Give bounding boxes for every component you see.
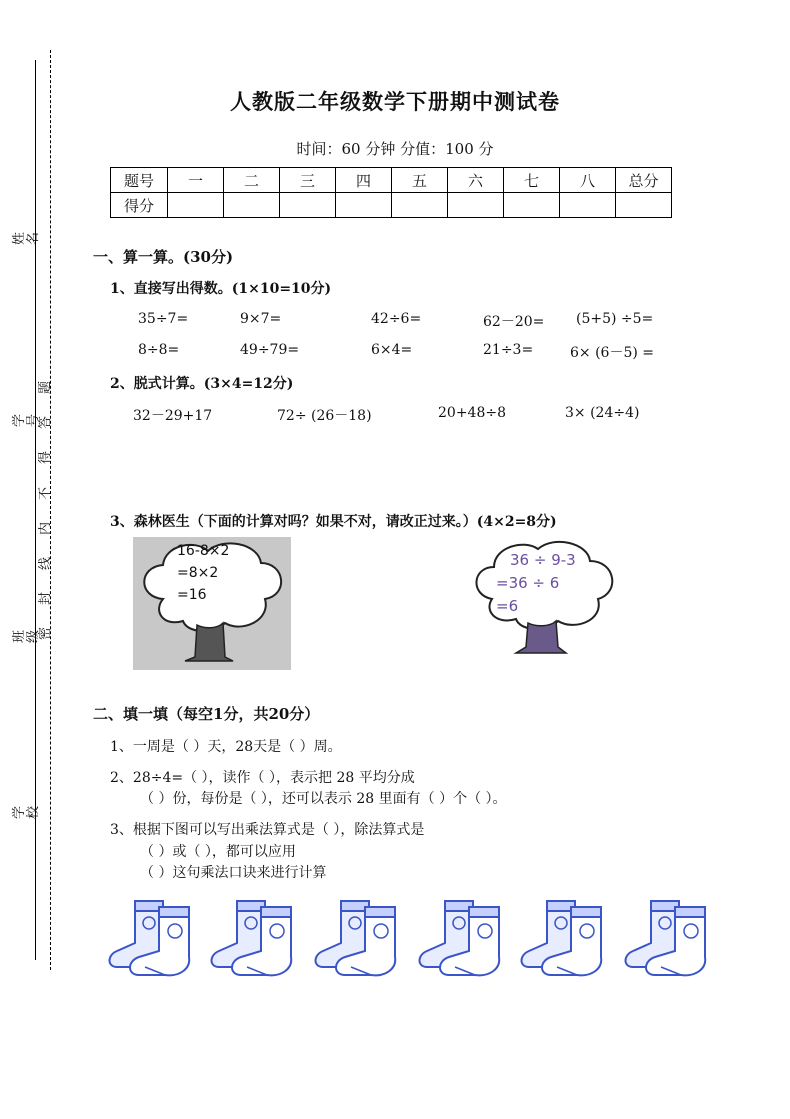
seal-char: 得 [38, 450, 54, 465]
score-table [110, 167, 672, 218]
tree-image-1 [133, 537, 291, 670]
table-cell: 得分 [111, 193, 168, 218]
score-cell[interactable] [560, 193, 616, 218]
section2-q3-line2: （ ）或（ ），都可以应用 [140, 844, 296, 860]
score-cell[interactable] [504, 193, 560, 218]
seal-char: 题 [38, 380, 54, 395]
calc-item: 6× (6－5) = [570, 345, 655, 361]
school-label: 学校 [12, 805, 41, 819]
calc-item: 21÷3= [483, 342, 534, 358]
calc-item: 8÷8= [138, 342, 180, 358]
step-calc-item: 20+48÷8 [438, 405, 506, 421]
step-calc-item: 72÷ (26－18) [277, 408, 372, 424]
score-cell[interactable] [280, 193, 336, 218]
section2-title: 二、填一填（每空1分，共20分） [93, 705, 320, 723]
score-cell[interactable] [616, 193, 672, 218]
score-table-header-row [111, 168, 672, 193]
calc-item: 6×4= [371, 342, 413, 358]
seal-char: 封 [38, 591, 54, 606]
section1-q2-title: 2、脱式计算。(3×4=12分) [110, 376, 294, 392]
exam-title: 人教版二年级数学下册期中测试卷 [230, 89, 560, 114]
table-cell: 三 [280, 168, 336, 193]
table-cell: 八 [560, 168, 616, 193]
seal-char: 密 [38, 626, 54, 641]
table-cell: 五 [392, 168, 448, 193]
tree-2-line: =6 [496, 597, 519, 615]
score-cell[interactable] [392, 193, 448, 218]
binding-solid-line [35, 60, 36, 960]
table-cell: 题号 [111, 168, 168, 193]
class-label: 班级 [12, 629, 41, 643]
socks-icon [105, 895, 725, 985]
score-cell[interactable] [336, 193, 392, 218]
section2-q1: 1、一周是（ ）天，28天是（ ）周。 [110, 739, 342, 755]
section2-q2-line2: （ ）份，每份是（ ），还可以表示 28 里面有（ ）个（ ）。 [140, 791, 507, 807]
calc-item: 49÷79= [240, 342, 300, 358]
tree-1-line: =16 [177, 587, 207, 603]
socks-illustration [105, 895, 725, 985]
binding-dashed-line [50, 50, 51, 970]
tree-2-line: 36 ÷ 9-3 [510, 551, 576, 569]
calc-item: 9×7= [240, 311, 282, 327]
seal-char: 不 [38, 486, 54, 501]
table-cell: 一 [168, 168, 224, 193]
calc-item: (5+5) ÷5= [576, 311, 654, 327]
tree-1-line: =8×2 [177, 565, 219, 581]
section2-q2-line1: 2、28÷4=（ ），读作（ ），表示把 28 平均分成 [110, 770, 415, 786]
tree-image-2 [470, 537, 622, 659]
step-calc-item: 32－29+17 [133, 408, 213, 424]
section1-title: 一、算一算。(30分) [93, 248, 234, 266]
step-calc-item: 3× (24÷4) [565, 405, 640, 421]
score-cell[interactable] [448, 193, 504, 218]
table-cell: 二 [224, 168, 280, 193]
calc-item: 35÷7= [138, 311, 189, 327]
section1-q3-title: 3、森林医生（下面的计算对吗？如果不对，请改正过来。）(4×2=8分) [110, 514, 557, 530]
exam-subtitle: 时间：60 分钟 分值：100 分 [296, 140, 494, 158]
section2-q3-line3: （ ）这句乘法口诀来进行计算 [140, 865, 327, 881]
name-label: 姓名 [12, 231, 41, 245]
calc-item: 42÷6= [371, 311, 422, 327]
score-table-score-row [111, 193, 672, 218]
tree-2-line: =36 ÷ 6 [496, 574, 560, 592]
seal-char: 线 [38, 556, 54, 571]
student-number-label: 学号 [12, 413, 41, 427]
seal-char: 内 [38, 521, 54, 536]
table-cell: 七 [504, 168, 560, 193]
table-cell: 四 [336, 168, 392, 193]
seal-char: 答 [38, 415, 54, 430]
score-cell[interactable] [224, 193, 280, 218]
section1-q1-title: 1、直接写出得数。(1×10=10分) [110, 281, 332, 297]
calc-item: 62－20= [483, 314, 545, 330]
section2-q3-line1: 3、根据下图可以写出乘法算式是（ ），除法算式是 [110, 822, 425, 838]
table-cell: 六 [448, 168, 504, 193]
table-cell: 总分 [616, 168, 672, 193]
score-cell[interactable] [168, 193, 224, 218]
tree-1-line: 16-8×2 [177, 543, 230, 559]
